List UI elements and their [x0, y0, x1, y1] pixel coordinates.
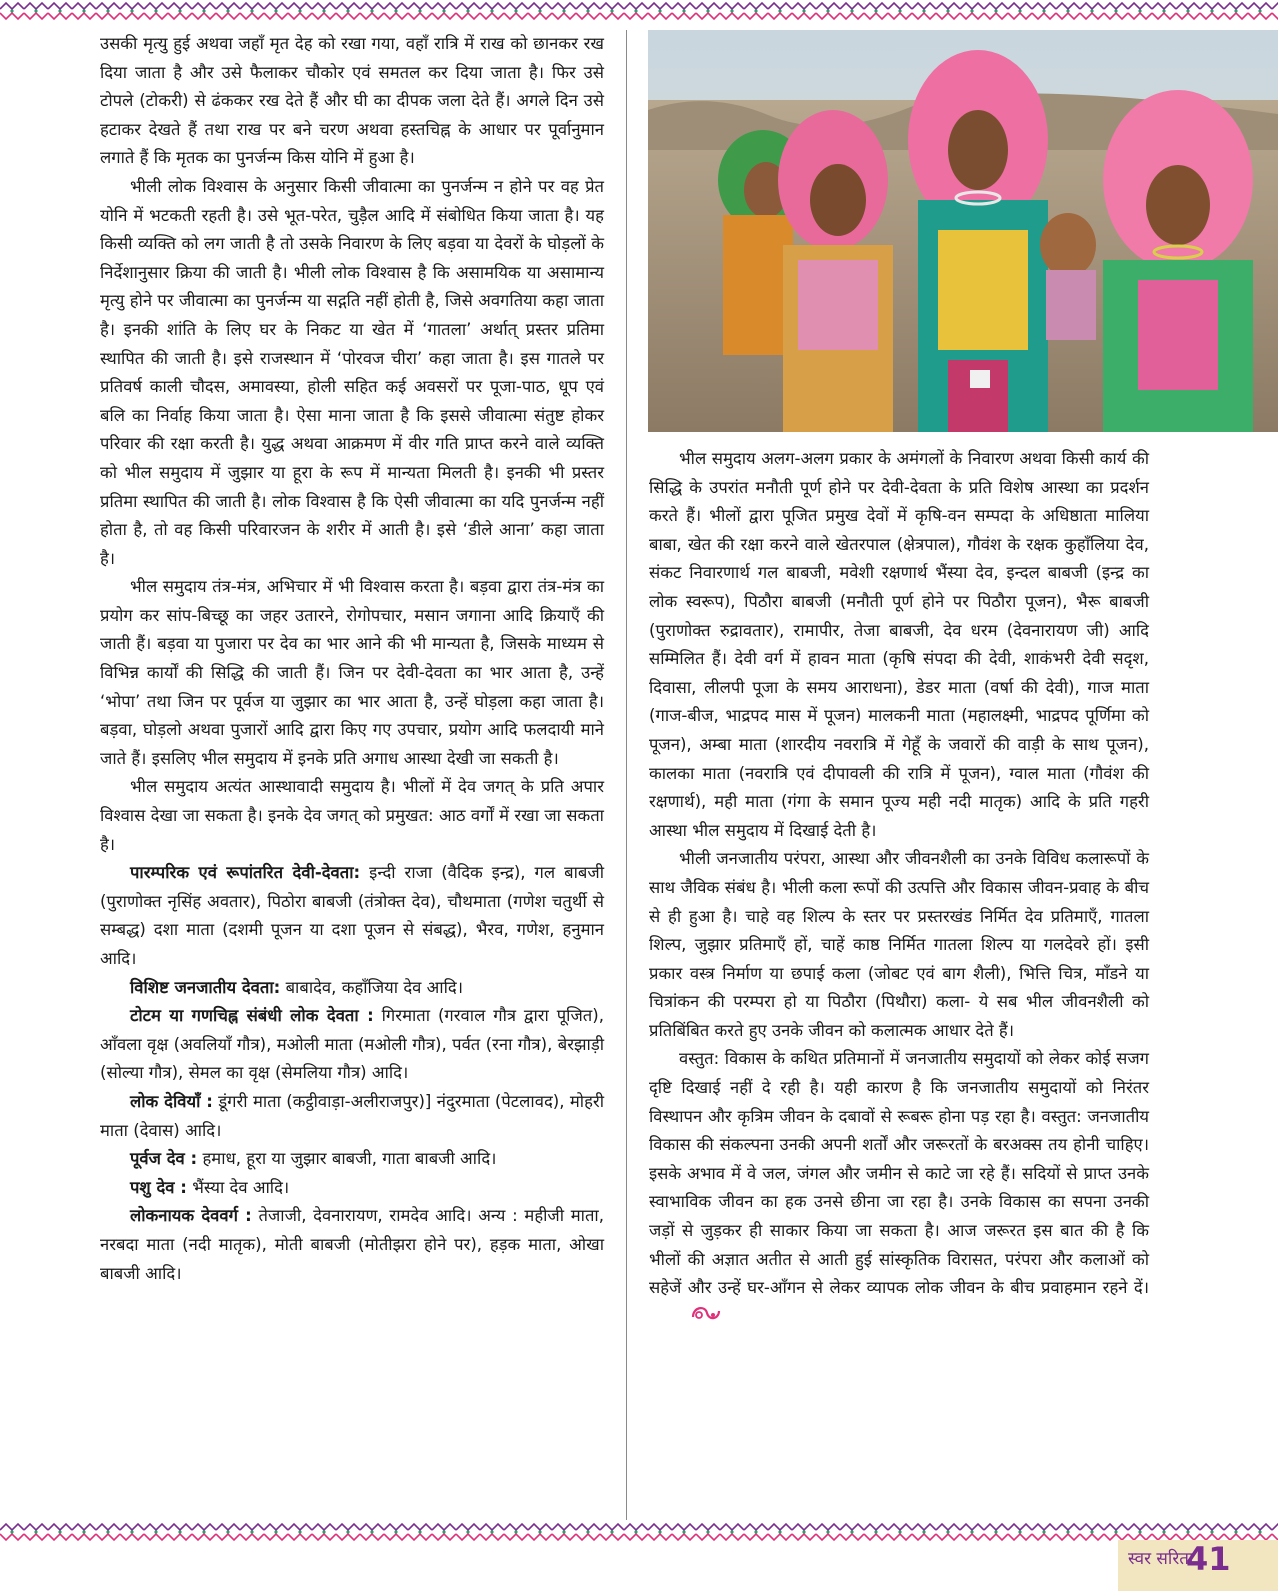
deity-category-term: पूर्वज देव :	[130, 1149, 198, 1169]
deity-category-3	[100, 1002, 604, 1088]
deity-category-4	[100, 1088, 604, 1145]
left-paragraph-4: भील समुदाय अत्यंत आस्थावादी समुदाय है। भीलों में देव जगत् के प्रति अपार विश्वास देखा जा सकता है। इनके देव जगत् को प्रमुखत: आठ वर्गों में रखा जा सकता है।	[100, 777, 604, 854]
deity-category-text: इन्दी राजा (वैदिक इन्द्र), गल बाबजी (पुराणोक्त नृसिंह अवतार), पिठोरा बाबजी (तंत्रोक्त देव), चौथमाता (गणेश चतुर्थी से सम्बद्ध) दशा माता (दशमी पूजन या दशा पूजन से संबद्ध), भैरव, गणेश, हनुमान आदि।	[100, 863, 604, 968]
deity-category-5	[100, 1145, 604, 1174]
deity-category-text: भैंस्या देव आदि।	[186, 1177, 290, 1197]
deity-category-text: डूंगरी माता (कट्ठीवाड़ा-अलीराजपुर)] नंदुरमाता (पेटलावद), मोहरी माता (देवास) आदि।	[100, 1091, 604, 1140]
right-text-column	[649, 445, 1149, 1334]
left-paragraph-2: भीली लोक विश्वास के अनुसार किसी जीवात्मा का पुनर्जन्म न होने पर वह प्रेत योनि में भटकती रहती है। उसे भूत-परेत, चुड़ैल आदि में संबोधित किया जाता है। यह किसी व्यक्ति को लग जाती है तो उसके निवारण के लिए बड़वा या देवरों के घोड़लों के निर्देशानुसार क्रिया की जाती है। भीली लोक विश्वास है कि असामयिक या असामान्य मृत्यु होने पर जीवात्मा का पुनर्जन्म या सद्गति नहीं होती है, जिसे अवगतिया कहा जाता है। इनकी शांति के लिए घर के निकट या खेत में ‘गातला’ अर्थात् प्रस्तर प्रतिमा स्थापित की जाती है। इसे राजस्थान में ‘पोरवज चीरा’ कहा जाता है। इस गातले पर प्रतिवर्ष काली चौदस, अमावस्या, होली सहित कई अवसरों पर पूजा-पाठ, धूप एवं बलि का निर्वाह किया जाता है। ऐसा माना जाता है कि इससे जीवात्मा संतुष्ट होकर परिवार की रक्षा करती है। युद्ध अथवा आक्रमण में वीर गति प्राप्त करने वाले व्यक्ति को भील समुदाय में जुझार या हूरा के रूप में मान्यता मिलती है। इनकी भी प्रस्तर प्रतिमा स्थापित की जाती है। लोक विश्वास है कि ऐसी जीवात्मा का यदि पुनर्जन्म नहीं होता है, तो वह किसी परिवारजन के शरीर में आती है। इसे ‘डीले आना’ कहा जाता है।	[100, 176, 605, 568]
deity-category-7	[100, 1202, 604, 1288]
deity-category-text: तेजाजी, देवनारायण, रामदेव आदि। अन्य : महीजी माता, नरबदा माता (नदी मातृक), मोती बाबजी (मोतीझरा होने पर), हड़क माता, ओखा बाबजी आदि।	[100, 1206, 605, 1283]
right-paragraph-2: भीली जनजातीय परंपरा, आस्था और जीवनशैली का उनके विविध कलारूपों के साथ जैविक संबंध है। भीली कला रूपों की उत्पत्ति और विकास जीवन-प्रवाह के बीच से ही हुआ है। चाहे वह शिल्प के स्तर पर प्रस्तरखंड निर्मित देव प्रतिमाएँ, गातला शिल्प, जुझार प्रतिमाएँ हों, चाहें काष्ठ निर्मित गातला शिल्प या गलदेवरे हों। इसी प्रकार वस्त्र निर्माण या छपाई कला (जोबट एवं बाग शैली), भित्ति चित्र, माँडने या चित्रांकन की परम्परा हो या पिठौरा (पिथौरा) कला- ये सब भील जीवनशैली को प्रतिबिंबित करते हुए उनके जीवन को कलात्मक आधार देते हैं।	[649, 849, 1149, 1040]
deity-category-term: पारम्परिक एवं रूपांतरित देवी-देवता:	[130, 863, 361, 883]
deity-category-term: टोटम या गणचिह्न संबंधी लोक देवता :	[130, 1006, 374, 1026]
deity-category-2	[100, 974, 604, 1003]
bottom-decorative-border	[0, 1521, 1278, 1543]
column-divider	[626, 30, 627, 1520]
page-footer	[1118, 1540, 1278, 1591]
deity-category-1	[100, 859, 604, 973]
photo-bhil-women	[648, 30, 1278, 432]
left-paragraph-3: भील समुदाय तंत्र-मंत्र, अभिचार में भी विश्वास करता है। बड़वा द्वारा तंत्र-मंत्र का प्रयोग कर सांप-बिच्छू का जहर उतारने, रोगोपचार, मसान जगाना आदि क्रियाएँ की जाती हैं। बड़वा या पुजारा पर देव का भार आने की भी मान्यता है, जिसके माध्यम से विभिन्न कार्यों की सिद्धि की जाती हैं। जिन पर देवी-देवता का भार आता है, उन्हें ‘भोपा’ तथा जिन पर पूर्वज या जुझार का भार आता है, उन्हें घोड़ला कहा जाता है। बड़वा, घोड़लो अथवा पुजारों आदि द्वारा किए गए उपचार, प्रयोग आदि फलदायी माने जाते हैं। इसलिए भील समुदाय में इनके प्रति अगाध आस्था देखी जा सकती है।	[100, 577, 604, 768]
top-decorative-border	[0, 0, 1278, 22]
deity-category-term: विशिष्ट जनजातीय देवता:	[130, 977, 281, 997]
left-paragraph-1: उसकी मृत्यु हुई अथवा जहाँ मृत देह को रखा गया, वहाँ रात्रि में राख को छानकर रख दिया जाता है और उसे फैलाकर चौकोर एवं समतल कर दिया जाता है। फिर उसे टोपले (टोकरी) से ढंककर रख देते हैं और घी का दीपक जला देते हैं। अगले दिन उसे हटाकर देखते हैं तथा राख पर बने चरण अथवा हस्तचिह्न के आधार पर पूर्वानुमान लगाते हैं कि मृतक का पुनर्जन्म किस योनि में हुआ है।	[100, 34, 604, 168]
deity-category-text: गिरमाता (गरवाल गौत्र द्वारा पूजित), आँवला वृक्ष (अवलियाँ गौत्र), मओली माता (मओली गौत्र), पर्वत (रना गौत्र), बेरझाड़ी (सोल्या गौत्र), सेमल का वृक्ष (सेमलिया गौत्र) आदि।	[100, 1006, 605, 1083]
right-paragraph-3	[649, 1045, 1149, 1334]
deity-category-term: लोकनायक देववर्ग :	[130, 1206, 252, 1226]
deity-category-term: पशु देव :	[130, 1177, 187, 1197]
deity-category-term: लोक देवियाँ :	[130, 1091, 213, 1111]
deity-category-text: हमाध, हूरा या जुझार बाबजी, गाता बाबजी आदि।	[197, 1149, 497, 1169]
end-ornament-icon	[659, 1303, 723, 1335]
deity-category-6	[100, 1174, 604, 1203]
deity-category-text: बाबादेव, कहाँजिया देव आदि।	[280, 977, 464, 997]
right-paragraph-3-text: वस्तुत: विकास के कथित प्रतिमानों में जनजातीय समुदायों को लेकर कोई सजग दृष्टि दिखाई नहीं दे रही है। यही कारण है कि जनजातीय समुदायों को निरंतर विस्थापन और कृत्रिम जीवन के दबावों से रूबरू होना पड़ रहा है। वस्तुत: जनजातीय विकास की संकल्पना उनकी अपनी शर्तों और जरूरतों के बरअक्स तय होनी चाहिए। इसके अभाव में वे जल, जंगल और जमीन से काटे जा रहे हैं। सदियों से प्राप्त उनके स्वाभाविक जीवन का हक उनसे छीना जा रहा है। उनके विकास का सपना उनकी जड़ों से जुड़कर ही साकार किया जा सकता है। आज जरूरत इस बात की है कि भीलों की अज्ञात अतीत से आती हुई सांस्कृतिक विरासत, परंपरा और कलाओं को सहेजें और उन्हें घर-आँगन से लेकर व्यापक लोक जीवन के बीच प्रवाहमान रहने दें।	[649, 1049, 1149, 1298]
right-paragraph-1: भील समुदाय अलग-अलग प्रकार के अमंगलों के निवारण अथवा किसी कार्य की सिद्धि के उपरांत मनौती पूर्ण होने पर देवी-देवता के प्रति विशेष आस्था का प्रदर्शन करते हैं। भीलों द्वारा पूजित प्रमुख देवों में कृषि-वन सम्पदा के अधिष्ठाता मालिया बाबा, खेत की रक्षा करने वाले खेतरपाल (क्षेत्रपाल), गौवंश के रक्षक कुहाँलिया देव, संकट निवारणार्थ गल बाबजी, मवेशी रक्षणार्थ भैंस्या देव, इन्दल बाबजी (इन्द्र का लोक स्वरूप), पिठौरा बाबजी (मनौती पूर्ण होने पर पिठौरा पूजन), भैरू बाबजी (पुराणोक्त रुद्रावतार), रामापीर, तेजा बाबजी, देव धरम (देवनारायण जी) आदि सम्मिलित हैं। देवी वर्ग में हावन माता (कृषि संपदा की देवी, शाकंभरी देवी सदृश, दिवासा, लीलपी पूजा के समय आराधना), डेडर माता (वर्षा की देवी), गाज माता (गाज-बीज, भाद्रपद मास में पूजन) मालकनी माता (महालक्ष्मी, भाद्रपद पूर्णिमा को पूजन), अम्बा माता (शारदीय नवरात्रि में गेहूँ के जवारों की वाड़ी के साथ पूजन), कालका माता (नवरात्रि एवं दीपावली की रात्रि में पूजन), ग्वाल माता (गौवंश की रक्षणार्थ), मही माता (गंगा के समान पूज्य मही नदी मातृक) आदि के प्रति गहरी आस्था भील समुदाय में दिखाई देती है।	[649, 449, 1149, 840]
magazine-name: स्वर सरिता	[1128, 1549, 1194, 1569]
left-text-column	[100, 30, 604, 1288]
page-number: 41	[1186, 1540, 1231, 1578]
